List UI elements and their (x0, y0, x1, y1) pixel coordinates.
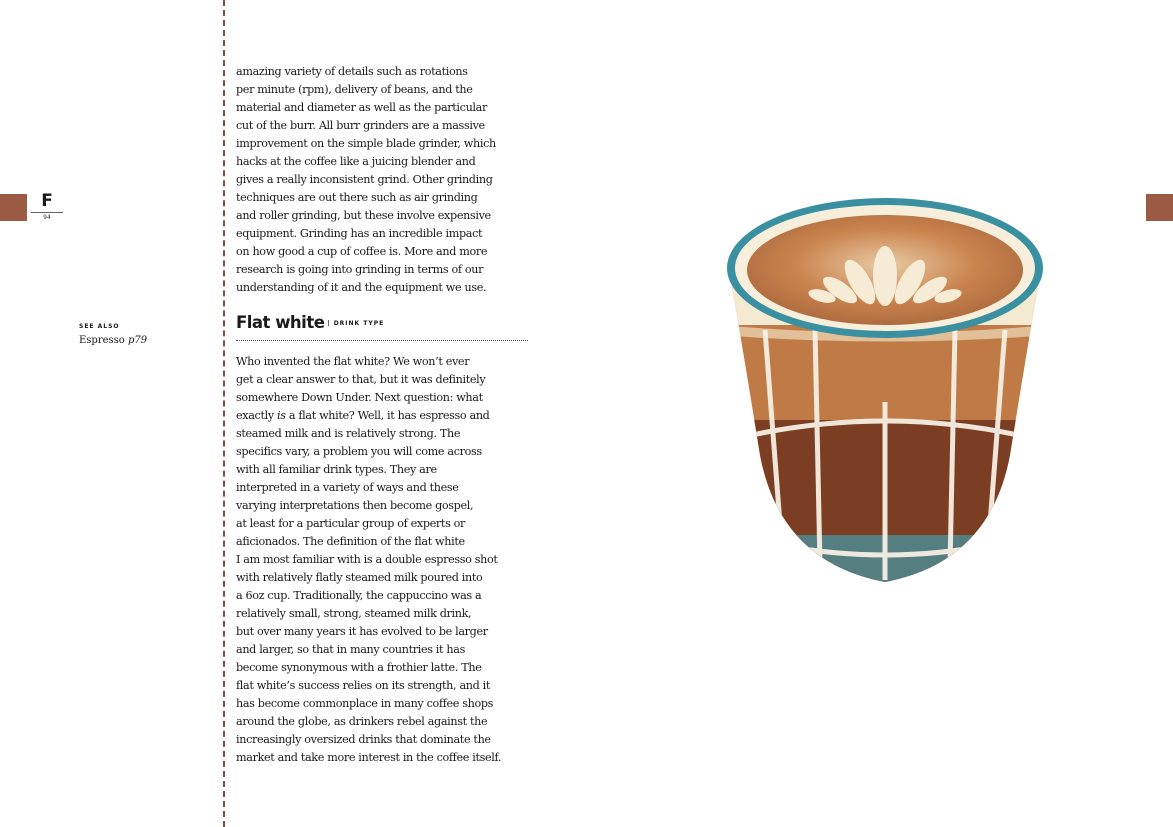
text-line: and roller grinding, but these involve expensive (236, 208, 491, 222)
text-line: per minute (rpm), delivery of beans, and the (236, 82, 473, 96)
paragraph-flat-white (236, 353, 532, 767)
text-line: equipment. Grinding has an incredible impact (236, 226, 483, 240)
heading-dotted-rule (236, 340, 528, 341)
text-line: relatively small, strong, steamed milk drink, (236, 606, 472, 620)
dashed-column-rule (223, 0, 225, 827)
text-line: techniques are out there such as air grinding (236, 190, 478, 204)
text-fragment: exactly (236, 408, 278, 422)
text-line: specifics vary, a problem you will come across (236, 444, 482, 458)
text-line: become synonymous with a frothier latte. The (236, 660, 482, 674)
text-line: and larger, so that in many countries it has (236, 642, 465, 656)
text-line: material and diameter as well as the particular (236, 100, 487, 114)
text-line: improvement on the simple blade grinder, which (236, 136, 496, 150)
entry-title: Flat white (236, 313, 325, 332)
see-also-heading: SEE ALSO (79, 323, 120, 330)
text-line: with relatively flatly steamed milk poured into (236, 570, 483, 584)
text-line: amazing variety of details such as rotations (236, 65, 468, 78)
see-also-reference (79, 334, 147, 347)
text-line: varying interpretations then become gospel, (236, 498, 474, 512)
text-line: interpreted in a variety of ways and these (236, 480, 459, 494)
page-number: 94 (43, 214, 51, 221)
section-letter-rule (31, 212, 63, 213)
text-line-italic (236, 407, 532, 425)
flat-white-cup-illustration (720, 190, 1050, 590)
text-line: hacks at the coffee like a juicing blender and (236, 154, 476, 168)
text-line: Who invented the flat white? We won’t ever (236, 355, 470, 368)
text-line: gives a really inconsistent grind. Other grinding (236, 172, 493, 186)
text-line: but over many years it has evolved to be larger (236, 624, 488, 638)
text-line: with all familiar drink types. They are (236, 462, 437, 476)
text-line: I am most familiar with is a double espresso shot (236, 552, 498, 566)
see-also-ref-text: Espresso (79, 335, 128, 346)
text-line: around the globe, as drinkers rebel against the (236, 714, 488, 728)
text-line: at least for a particular group of experts or (236, 516, 466, 530)
text-line: on how good a cup of coffee is. More and more (236, 244, 488, 258)
see-also-ref-page: p79 (128, 335, 148, 346)
section-letter: F (41, 191, 53, 211)
text-line: a 6oz cup. Traditionally, the cappuccino was a (236, 588, 482, 602)
text-line: aficionados. The definition of the flat white (236, 534, 465, 548)
text-line: increasingly oversized drinks that dominate the (236, 732, 491, 746)
paragraph-grinding (236, 63, 532, 297)
text-fragment: a flat white? Well, it has espresso and (285, 408, 490, 422)
text-line: has become commonplace in many coffee shops (236, 696, 494, 710)
text-line: understanding of it and the equipment we use. (236, 280, 487, 294)
text-line: research is going into grinding in terms of our (236, 262, 484, 276)
text-line: market and take more interest in the coffee itself. (236, 750, 502, 764)
text-line: somewhere Down Under. Next question: what (236, 390, 483, 404)
section-tab-left (0, 194, 27, 221)
text-line: get a clear answer to that, but it was definitely (236, 372, 486, 386)
text-line: flat white’s success relies on its strength, and it (236, 678, 491, 692)
italic-word: is (277, 408, 286, 422)
section-tab-right (1146, 194, 1173, 221)
text-line: steamed milk and is relatively strong. The (236, 426, 461, 440)
entry-heading (236, 313, 528, 332)
text-line: cut of the burr. All burr grinders are a massive (236, 118, 485, 132)
entry-type-tag: | DRINK TYPE (327, 320, 385, 327)
